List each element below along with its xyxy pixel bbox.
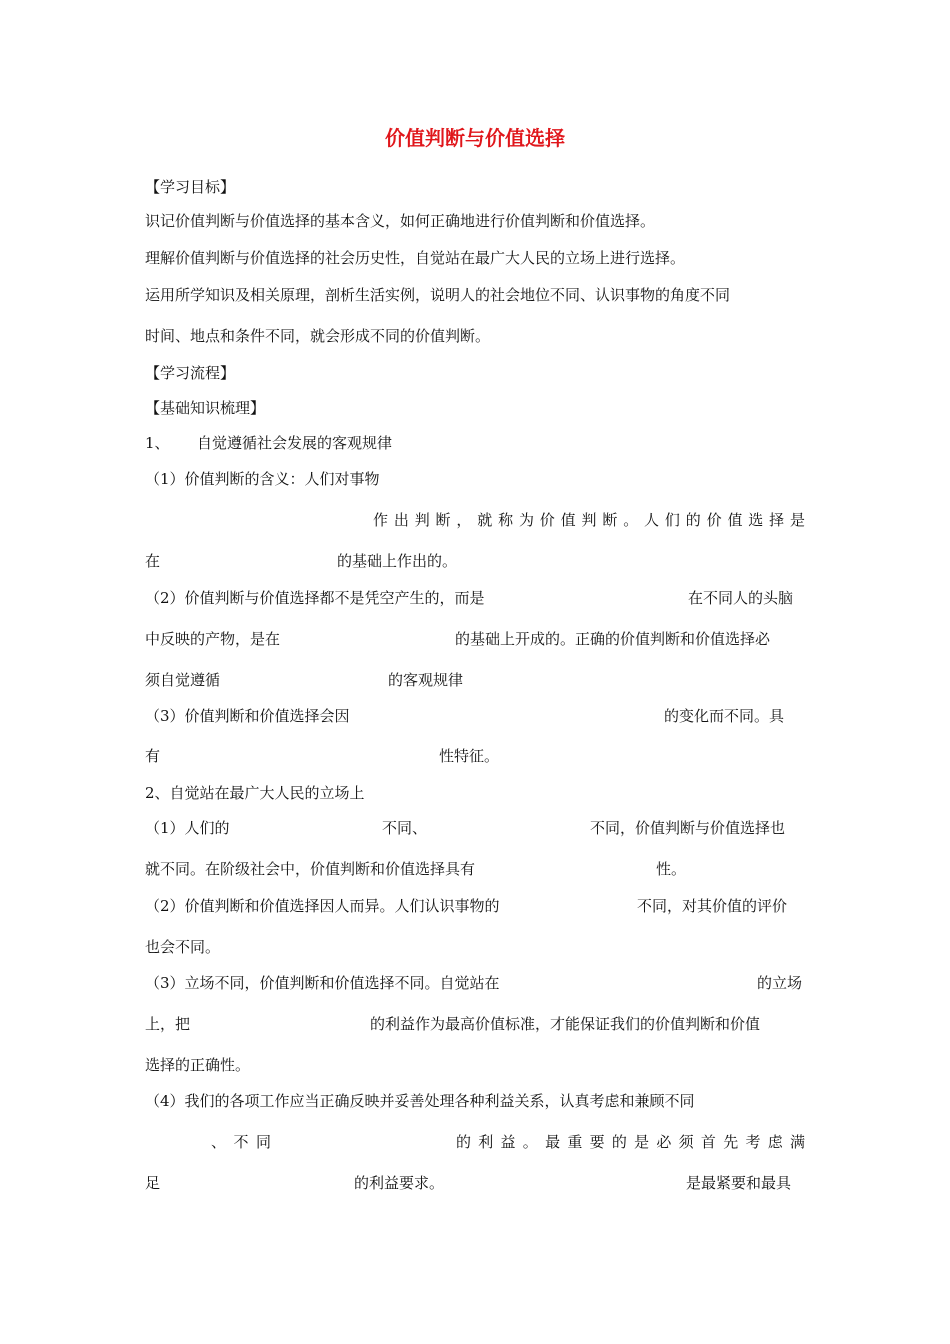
item-1-1-line-2: 作出判断，就称为价值判断。人们的价值选择是 xyxy=(373,511,805,529)
goal-1: 识记价值判断与价值选择的基本含义，如何正确地进行价值判断和价值选择。 xyxy=(145,212,656,230)
item-2-4-line-2b: 的利益。最重要的是必须首先考虑满 xyxy=(456,1133,805,1151)
item-2-2-line-1b: 不同，对其价值的评价 xyxy=(637,897,788,915)
item-2-1-line-2a: 就不同。在阶级社会中，价值判断和价值选择具有 xyxy=(145,860,476,878)
item-1-3-line-2a: 有 xyxy=(145,747,161,765)
item-1-1-line-1: （1）价值判断的含义：人们对事物 xyxy=(145,470,380,488)
item-2-4-line-1: （4）我们的各项工作应当正确反映并妥善处理各种利益关系，认真考虑和兼顾不同 xyxy=(145,1092,695,1110)
item-2-3-line-3: 选择的正确性。 xyxy=(145,1056,251,1074)
heading-2: 2、自觉站在最广大人民的立场上 xyxy=(145,784,365,802)
item-1-2-line-1a: （2）价值判断与价值选择都不是凭空产生的，而是 xyxy=(145,589,485,607)
item-1-2-line-3a: 须自觉遵循 xyxy=(145,671,221,689)
item-1-2-line-2b: 的基础上开成的。正确的价值判断和价值选择必 xyxy=(455,630,771,648)
heading-1-text: 自觉遵循社会发展的客观规律 xyxy=(197,434,393,452)
section-heading-basics: 【基础知识梳理】 xyxy=(145,399,266,417)
item-2-2-line-1a: （2）价值判断和价值选择因人而异。人们认识事物的 xyxy=(145,897,500,915)
item-2-4-line-2a: 、不同 xyxy=(211,1133,271,1151)
item-1-1-line-3a: 在 xyxy=(145,552,161,570)
page-title: 价值判断与价值选择 xyxy=(385,126,565,150)
item-2-1-line-2b: 性。 xyxy=(656,860,687,878)
heading-1-number: 1、 xyxy=(145,434,170,452)
section-heading-flow: 【学习流程】 xyxy=(145,364,236,382)
goal-3-line-1: 运用所学知识及相关原理，剖析生活实例，说明人的社会地位不同、认识事物的角度不同 xyxy=(145,286,731,304)
item-2-3-line-1a: （3）立场不同，价值判断和价值选择不同。自觉站在 xyxy=(145,974,500,992)
item-1-2-line-2a: 中反映的产物，是在 xyxy=(145,630,281,648)
item-1-3-line-2b: 性特征。 xyxy=(439,747,500,765)
item-2-1-line-1b: 不同、 xyxy=(382,819,428,837)
item-2-4-line-3c: 是最紧要和最具 xyxy=(686,1174,792,1192)
item-2-1-line-1a: （1）人们的 xyxy=(145,819,230,837)
goal-2: 理解价值判断与价值选择的社会历史性，自觉站在最广大人民的立场上进行选择。 xyxy=(145,249,686,267)
item-2-3-line-2a: 上，把 xyxy=(145,1015,191,1033)
item-2-1-line-1c: 不同，价值判断与价值选择也 xyxy=(590,819,786,837)
item-1-2-line-3b: 的客观规律 xyxy=(388,671,464,689)
item-1-2-line-1b: 在不同人的头脑 xyxy=(688,589,794,607)
item-1-3-line-1b: 的变化而不同。具 xyxy=(664,707,785,725)
item-2-2-line-2: 也会不同。 xyxy=(145,938,221,956)
item-1-1-line-3b: 的基础上作出的。 xyxy=(337,552,458,570)
item-2-3-line-2b: 的利益作为最高价值标准，才能保证我们的价值判断和价值 xyxy=(370,1015,761,1033)
section-heading-goals: 【学习目标】 xyxy=(145,178,236,196)
item-2-4-line-3b: 的利益要求。 xyxy=(354,1174,445,1192)
goal-3-line-2: 时间、地点和条件不同，就会形成不同的价值判断。 xyxy=(145,327,491,345)
item-1-3-line-1a: （3）价值判断和价值选择会因 xyxy=(145,707,350,725)
item-2-4-line-3a: 足 xyxy=(145,1174,161,1192)
item-2-3-line-1b: 的立场 xyxy=(757,974,803,992)
